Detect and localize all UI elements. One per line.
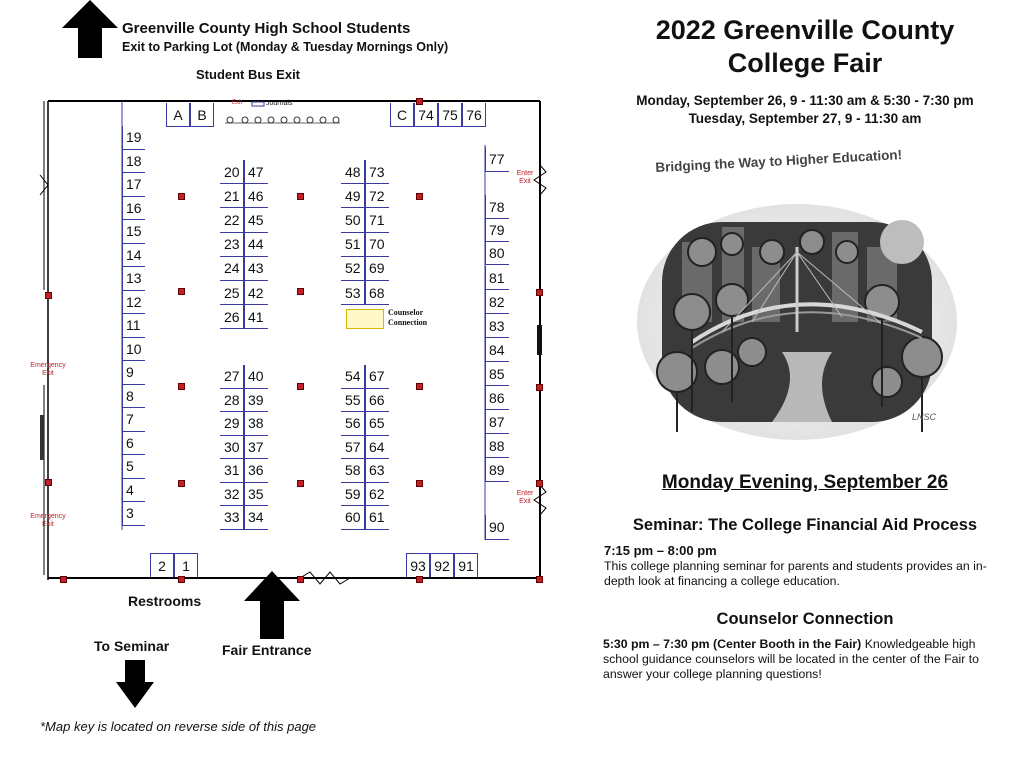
emergency-exit-label-upper: Emergency Exit (30, 362, 66, 377)
booth-77[interactable]: 77 (485, 147, 509, 172)
marker (178, 383, 185, 390)
booth-9[interactable]: 9 (122, 361, 145, 385)
booth-92[interactable]: 92 (430, 553, 454, 577)
booth-69[interactable]: 69 (365, 257, 389, 281)
booth-65[interactable]: 65 (365, 412, 389, 436)
booth-58[interactable]: 58 (341, 459, 365, 483)
booth-38[interactable]: 38 (244, 412, 268, 436)
booth-27[interactable]: 27 (220, 365, 244, 389)
marker (178, 576, 185, 583)
emergency-exit-label-lower: Emergency Exit (30, 513, 66, 528)
booth-4[interactable]: 4 (122, 479, 145, 503)
booth-22[interactable]: 22 (220, 208, 244, 232)
booth-63[interactable]: 63 (365, 459, 389, 483)
artwork (632, 152, 962, 442)
evening-heading: Monday Evening, September 26 (661, 472, 949, 493)
booth-73[interactable]: 73 (365, 160, 389, 184)
booth-89[interactable]: 89 (485, 458, 509, 482)
booth-34[interactable]: 34 (244, 506, 268, 530)
enter-exit-label-lower: Enter Exit (516, 490, 534, 505)
booth-17[interactable]: 17 (122, 173, 145, 197)
booth-31[interactable]: 31 (220, 459, 244, 483)
booth-43[interactable]: 43 (244, 257, 268, 281)
seminar-description: This college planning seminar for parents and students provides an in-depth look at financing a college education. (604, 559, 987, 588)
marker (60, 576, 67, 583)
booth-3[interactable]: 3 (122, 502, 145, 526)
booth-18[interactable]: 18 (122, 150, 145, 174)
seminar-heading: Seminar: The College Financial Aid Process (632, 516, 978, 534)
booth-72[interactable]: 72 (365, 184, 389, 208)
booth-90[interactable]: 90 (485, 515, 509, 540)
art-signature: LNSC (912, 412, 937, 422)
marker (536, 384, 543, 391)
booth-46[interactable]: 46 (244, 184, 268, 208)
booth-c[interactable]: C (390, 103, 414, 127)
booth-74[interactable]: 74 (414, 103, 438, 127)
booth-82[interactable]: 82 (485, 290, 509, 314)
booth-83[interactable]: 83 (485, 314, 509, 338)
booth-44[interactable]: 44 (244, 233, 268, 257)
booth-48[interactable]: 48 (341, 160, 365, 184)
booth-81[interactable]: 81 (485, 266, 509, 290)
booth-12[interactable]: 12 (122, 291, 145, 315)
counselor-connection-label: Counselor Connection (388, 308, 428, 327)
seminar-time: 7:15 pm – 8:00 pm (604, 543, 717, 558)
booth-7[interactable]: 7 (122, 408, 145, 432)
booth-39[interactable]: 39 (244, 389, 268, 413)
exit-small-label: Exit (232, 100, 243, 106)
event-dates-line2: Tuesday, September 27, 9 - 11:30 am (688, 111, 922, 126)
marker (416, 576, 423, 583)
booth-70[interactable]: 70 (365, 233, 389, 257)
booth-24[interactable]: 24 (220, 257, 244, 281)
enter-exit-label-upper: Enter Exit (516, 170, 534, 185)
booth-15[interactable]: 15 (122, 220, 145, 244)
booth-64[interactable]: 64 (365, 436, 389, 460)
arrow-down-icon (116, 660, 154, 708)
booth-2[interactable]: 2 (150, 553, 174, 577)
booth-61[interactable]: 61 (365, 506, 389, 530)
booth-71[interactable]: 71 (365, 208, 389, 232)
marker (416, 193, 423, 200)
booth-45[interactable]: 45 (244, 208, 268, 232)
art-caption: Bridging the Way to Higher Education! (655, 147, 903, 175)
booth-49[interactable]: 49 (341, 184, 365, 208)
booth-10[interactable]: 10 (122, 338, 145, 362)
booth-56[interactable]: 56 (341, 412, 365, 436)
fair-entrance-label: Fair Entrance (222, 642, 312, 658)
top-notice-line2: Exit to Parking Lot (Monday & Tuesday Mornings Only) (122, 40, 449, 54)
booth-88[interactable]: 88 (485, 434, 509, 458)
marker (297, 383, 304, 390)
booth-13[interactable]: 13 (122, 267, 145, 291)
marker (416, 383, 423, 390)
booth-40[interactable]: 40 (244, 365, 268, 389)
booth-79[interactable]: 79 (485, 218, 509, 242)
booth-54[interactable]: 54 (341, 365, 365, 389)
counselor-heading: Counselor Connection (716, 610, 894, 628)
student-bus-exit-label: Student Bus Exit (196, 67, 301, 82)
booth-29[interactable]: 29 (220, 412, 244, 436)
booth-76[interactable]: 76 (462, 103, 486, 127)
booth-42[interactable]: 42 (244, 281, 268, 305)
booth-11[interactable]: 11 (122, 314, 145, 338)
booth-30[interactable]: 30 (220, 436, 244, 460)
event-dates-line1: Monday, September 26, 9 - 11:30 am & 5:30 - 7:30 pm (636, 93, 974, 108)
booth-37[interactable]: 37 (244, 436, 268, 460)
counselor-paragraph (603, 637, 1005, 682)
booth-32[interactable]: 32 (220, 483, 244, 507)
booth-20[interactable]: 20 (220, 160, 244, 184)
booth-68[interactable]: 68 (365, 281, 389, 305)
marker (536, 289, 543, 296)
counselor-description: Knowledgeable high school guidance counselors will be located in the center of the Fair to answer your college planning questions! (603, 637, 979, 681)
marker (45, 479, 52, 486)
booth-52[interactable]: 52 (341, 257, 365, 281)
booth-a[interactable]: A (166, 103, 190, 127)
booth-80[interactable]: 80 (485, 241, 509, 265)
booth-50[interactable]: 50 (341, 208, 365, 232)
booth-86[interactable]: 86 (485, 386, 509, 410)
booth-23[interactable]: 23 (220, 233, 244, 257)
booth-60[interactable]: 60 (341, 506, 365, 530)
booth-16[interactable]: 16 (122, 197, 145, 221)
booth-25[interactable]: 25 (220, 281, 244, 305)
map-key-note: *Map key is located on reverse side of this page (40, 719, 317, 734)
booth-51[interactable]: 51 (341, 233, 365, 257)
booth-78[interactable]: 78 (485, 195, 509, 219)
event-title-line1: 2022 Greenville County (655, 15, 955, 45)
booth-67[interactable]: 67 (365, 365, 389, 389)
marker (45, 292, 52, 299)
booth-84[interactable]: 84 (485, 338, 509, 362)
booth-47[interactable]: 47 (244, 160, 268, 184)
booth-b[interactable]: B (190, 103, 214, 127)
marker (536, 480, 543, 487)
marker (297, 288, 304, 295)
marker (297, 193, 304, 200)
to-seminar-label: To Seminar (94, 638, 170, 654)
booth-41[interactable]: 41 (244, 305, 268, 329)
booth-28[interactable]: 28 (220, 389, 244, 413)
booth-53[interactable]: 53 (341, 281, 365, 305)
fair-entrance-arrow-icon (244, 571, 300, 639)
marker (178, 480, 185, 487)
restrooms-label: Restrooms (128, 593, 202, 609)
bridge-illustration (632, 152, 962, 442)
booth-1[interactable]: 1 (174, 553, 198, 577)
booth-5[interactable]: 5 (122, 455, 145, 479)
booth-19[interactable]: 19 (122, 126, 145, 150)
booth-8[interactable]: 8 (122, 385, 145, 409)
booth-91[interactable]: 91 (454, 553, 478, 577)
booth-75[interactable]: 75 (438, 103, 462, 127)
counselor-connection-booth[interactable] (346, 309, 384, 329)
top-notice-line1: Greenville County High School Students (122, 20, 411, 37)
booth-35[interactable]: 35 (244, 483, 268, 507)
journals-label: Journals (266, 100, 293, 107)
booth-14[interactable]: 14 (122, 244, 145, 268)
booth-36[interactable]: 36 (244, 459, 268, 483)
booth-62[interactable]: 62 (365, 483, 389, 507)
booth-85[interactable]: 85 (485, 362, 509, 386)
booth-93[interactable]: 93 (406, 553, 430, 577)
booth-59[interactable]: 59 (341, 483, 365, 507)
booth-55[interactable]: 55 (341, 389, 365, 413)
event-title-line2: College Fair (727, 48, 883, 78)
marker (536, 576, 543, 583)
marker (178, 288, 185, 295)
marker (297, 480, 304, 487)
booth-6[interactable]: 6 (122, 432, 145, 456)
building-walls (0, 0, 600, 600)
booth-87[interactable]: 87 (485, 410, 509, 434)
marker (416, 480, 423, 487)
booth-66[interactable]: 66 (365, 389, 389, 413)
booth-21[interactable]: 21 (220, 184, 244, 208)
counselor-time: 5:30 pm – 7:30 pm (Center Booth in the Fair) (603, 637, 862, 651)
booth-33[interactable]: 33 (220, 506, 244, 530)
booth-26[interactable]: 26 (220, 305, 244, 329)
booth-57[interactable]: 57 (341, 436, 365, 460)
marker (178, 193, 185, 200)
